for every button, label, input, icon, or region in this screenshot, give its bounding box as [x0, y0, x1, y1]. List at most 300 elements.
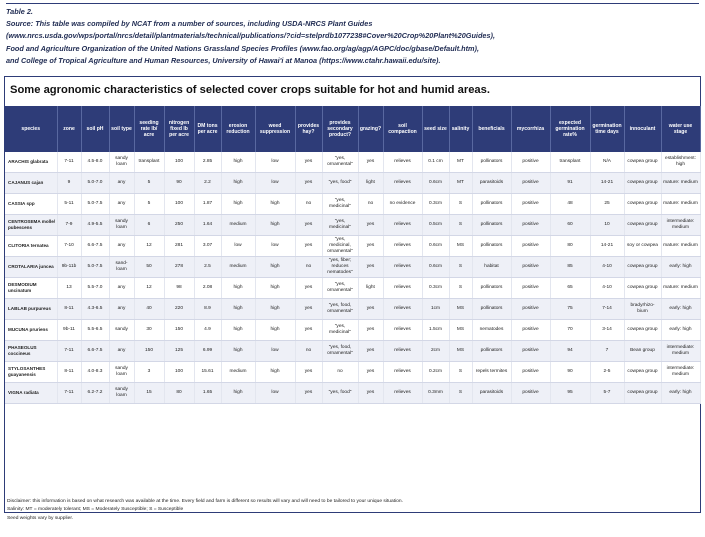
column-header: soil pH — [81, 106, 109, 152]
table-row — [5, 152, 700, 173]
table-cell: pollinators — [472, 341, 511, 362]
table-cell: S — [449, 383, 472, 404]
table-cell: 150 — [164, 320, 194, 341]
table-cell: 90 — [550, 362, 590, 383]
species-name: cajan — [31, 180, 44, 186]
table-cell: 2.2 — [194, 173, 221, 194]
table-cell: transplant — [550, 152, 590, 173]
table-cell: 7-11 — [57, 152, 81, 173]
table-cell: 4.0-8.3 — [81, 362, 109, 383]
species-cell — [5, 383, 57, 404]
caption-line-4: and College of Tropical Agriculture and Human Resources, University of Hawai'i at Manoa (https://www.ctahr.hawaii.edu/site). — [6, 55, 441, 65]
table-cell: high — [221, 194, 255, 215]
table-cell: sandy loam — [109, 383, 134, 404]
table-cell: repels termites — [472, 362, 511, 383]
table-cell: 75 — [550, 299, 590, 320]
table-cell: 125 — [164, 341, 194, 362]
genus-name: CAJANUS — [8, 180, 31, 186]
table-cell: sandy — [109, 320, 134, 341]
table-cell: 80 — [164, 383, 194, 404]
table-cell: 50 — [134, 257, 164, 278]
genus-name: CLITORIA — [8, 243, 30, 249]
table-cell: 0.6cm — [422, 236, 449, 257]
caption-line-3: Food and Agriculture Organization of the United Nations Grassland Species Profiles (www.fao.org/ag/agp/AGPC/doc/gbase/Default.htm), — [6, 43, 480, 53]
table-cell: S — [449, 215, 472, 236]
table-cell: pollinators — [472, 194, 511, 215]
species-name: uncinatum — [8, 288, 32, 293]
species-cell — [5, 341, 57, 362]
table-cell: 5.0-7.5 — [81, 257, 109, 278]
table-cell: pollinators — [472, 152, 511, 173]
table-row — [5, 215, 700, 236]
table-cell: relieves — [383, 173, 422, 194]
table-cell: 48 — [550, 194, 590, 215]
table-cell: positive — [511, 383, 550, 404]
table-cell: yes — [295, 152, 322, 173]
column-header: grazing? — [358, 106, 383, 152]
table-body — [5, 152, 700, 404]
table-cell: 1cm — [422, 299, 449, 320]
table-cell: habitat — [472, 257, 511, 278]
table-cell: 5.5-7.0 — [81, 278, 109, 299]
genus-name: CROTALARIA — [8, 264, 38, 270]
species-name: guayanensis — [8, 372, 36, 377]
table-cell: yes — [358, 236, 383, 257]
table-caption — [6, 6, 700, 67]
table-cell: 14-21 — [590, 236, 624, 257]
column-header: expected germination rate% — [550, 106, 590, 152]
header-row — [5, 106, 700, 152]
table-cell: any — [109, 278, 134, 299]
table-cell: high — [255, 194, 295, 215]
table-cell: mature: medium — [661, 194, 700, 215]
table-cell: 1.64 — [194, 215, 221, 236]
table-row — [5, 194, 700, 215]
table-cell: sandy loam — [109, 152, 134, 173]
table-row — [5, 299, 700, 320]
species-cell — [5, 152, 57, 173]
table-cell: 6.6-7.5 — [81, 236, 109, 257]
column-header: provides secondary product? — [322, 106, 358, 152]
table-cell: 6.6-7.5 — [81, 341, 109, 362]
table-cell: 12 — [134, 236, 164, 257]
table-cell: high — [221, 383, 255, 404]
table-cell: yes — [295, 236, 322, 257]
column-header: mycorrhiza — [511, 106, 550, 152]
seed-weight-note: Seed weights vary by supplier. — [7, 515, 74, 521]
species-cell — [5, 194, 57, 215]
table-cell: positive — [511, 194, 550, 215]
table-cell: no — [358, 194, 383, 215]
column-header: innoculant — [624, 106, 661, 152]
table-cell: 3 — [134, 362, 164, 383]
species-name: spp — [26, 201, 35, 207]
table-cell: positive — [511, 320, 550, 341]
table-cell: 60 — [550, 215, 590, 236]
table-cell: low — [255, 236, 295, 257]
table-cell: 10 — [590, 215, 624, 236]
table-cell: relieves — [383, 257, 422, 278]
species-cell — [5, 257, 57, 278]
table-cell: parasitoids — [472, 173, 511, 194]
table-cell: "yes, medicinal, ornamental" — [322, 236, 358, 257]
species-cell — [5, 236, 57, 257]
table-cell: cowpea group — [624, 194, 661, 215]
table-cell: 220 — [164, 299, 194, 320]
table-cell: yes — [358, 257, 383, 278]
table-cell: high — [255, 215, 295, 236]
table-cell: early: high — [661, 299, 700, 320]
species-name: juncea — [39, 264, 54, 270]
top-rule — [6, 3, 699, 4]
species-name: coccineus — [8, 351, 31, 356]
table-cell: 4.5-8.0 — [81, 152, 109, 173]
table-row — [5, 278, 700, 299]
table-cell: "yes, food" — [322, 173, 358, 194]
table-cell: pollinators — [472, 299, 511, 320]
table-cell: 4.3-6.5 — [81, 299, 109, 320]
table-cell: 0.6cm — [422, 173, 449, 194]
table-cell: 5-7 — [590, 383, 624, 404]
table-cell: "yes, food, ornamental" — [322, 299, 358, 320]
caption-label: Table 2. — [6, 7, 33, 16]
table-cell: low — [221, 236, 255, 257]
table-cell: 9b-11 — [57, 320, 81, 341]
table-cell: MS — [449, 236, 472, 257]
table-cell: high — [221, 152, 255, 173]
table-cell: 0.6cm — [422, 257, 449, 278]
table-cell: no — [295, 194, 322, 215]
table-cell: 4-10 — [590, 278, 624, 299]
footnotes — [7, 498, 403, 523]
table-cell: 100 — [164, 362, 194, 383]
table-cell: 250 — [164, 215, 194, 236]
table-cell: low — [255, 173, 295, 194]
table-cell: 0.3cm — [422, 278, 449, 299]
table-cell: 278 — [164, 257, 194, 278]
table-cell: 94 — [550, 341, 590, 362]
table-cell: cowpea group — [624, 320, 661, 341]
table-cell: 12 — [134, 278, 164, 299]
table-cell: 6.2-7.2 — [81, 383, 109, 404]
table-cell: yes — [295, 299, 322, 320]
table-cell: 13 — [57, 278, 81, 299]
salinity-note: Salinity: MT = moderately tolerant; MS = Moderately Susceptible; S = Susceptible — [7, 507, 184, 513]
table-cell: medium — [221, 362, 255, 383]
table-cell: 6 — [134, 215, 164, 236]
genus-name: PHASEOLUS — [8, 345, 37, 351]
table-cell: S — [449, 194, 472, 215]
table-cell: S — [449, 362, 472, 383]
table-cell: 7-14 — [590, 299, 624, 320]
table-cell: no — [295, 341, 322, 362]
table-cell: cowpea group — [624, 215, 661, 236]
table-cell: "yes, ornamental" — [322, 278, 358, 299]
table-cell: MT — [449, 173, 472, 194]
table-cell: any — [109, 341, 134, 362]
table-cell: MT — [449, 152, 472, 173]
table-cell: any — [109, 194, 134, 215]
species-cell — [5, 299, 57, 320]
species-cell — [5, 362, 57, 383]
table-cell: high — [255, 299, 295, 320]
table-cell: low — [255, 152, 295, 173]
table-cell: early: high — [661, 320, 700, 341]
table-cell: yes — [358, 215, 383, 236]
species-name: ternatea — [30, 243, 49, 249]
table-cell: sand-loam — [109, 257, 134, 278]
table-row — [5, 173, 700, 194]
table-cell: 0.5cm — [422, 215, 449, 236]
table-cell: "yes, medicinal" — [322, 194, 358, 215]
table-cell: mature: medium — [661, 236, 700, 257]
table-cell: 8-11 — [57, 299, 81, 320]
species-name: purpureus — [28, 306, 51, 312]
table-cell: "yes, medicinal" — [322, 320, 358, 341]
table-cell: 90 — [164, 173, 194, 194]
genus-name: DESMODIUM — [8, 282, 37, 288]
species-cell — [5, 278, 57, 299]
table-cell: pollinators — [472, 236, 511, 257]
table-cell: relieves — [383, 362, 422, 383]
species-name: radiata — [23, 390, 39, 396]
table-cell: cowpea group — [624, 257, 661, 278]
table-cell: intermediate: medium — [661, 215, 700, 236]
table-cell: 0.3mm — [422, 383, 449, 404]
table-cell: 3-14 — [590, 320, 624, 341]
table-cell: 2-5 — [590, 362, 624, 383]
table-cell: 40 — [134, 299, 164, 320]
disclaimer-note: Disclaimer: this information is based on what research was available at the time. Every field and farm is different so results will vary and will need to be tailored to your unique situation. — [7, 499, 403, 504]
table-cell: 0.3cm — [422, 194, 449, 215]
genus-name: LABLAB — [8, 306, 27, 312]
species-name: glabrata — [30, 159, 49, 165]
table-cell: 2.08 — [194, 278, 221, 299]
table-cell: yes — [295, 362, 322, 383]
table-cell: cowpea group — [624, 152, 661, 173]
table-cell: 7-11 — [57, 383, 81, 404]
cover-crop-table — [5, 106, 701, 404]
table-cell: 9b-11b — [57, 257, 81, 278]
table-cell: no — [322, 362, 358, 383]
table-cell: yes — [295, 215, 322, 236]
table-cell: 14-21 — [590, 173, 624, 194]
table-cell: MS — [449, 299, 472, 320]
column-header: salinity — [449, 106, 472, 152]
table-cell: high — [221, 278, 255, 299]
table-cell: MS — [449, 320, 472, 341]
table-cell: "yes, food" — [322, 383, 358, 404]
table-cell: high — [221, 173, 255, 194]
genus-name: STYLOSANTHES — [8, 366, 46, 372]
table-cell: 7-11 — [57, 341, 81, 362]
table-cell: "yes, medicinal" — [322, 215, 358, 236]
column-header: soil compaction — [383, 106, 422, 152]
column-header: nitrogen fixed lb per acre — [164, 106, 194, 152]
table-cell: yes — [358, 383, 383, 404]
table-cell: 5 — [134, 194, 164, 215]
column-header: erosion reduction — [221, 106, 255, 152]
table-cell: 15 — [134, 383, 164, 404]
table-cell: yes — [295, 173, 322, 194]
table-row — [5, 362, 700, 383]
table-cell: 150 — [134, 341, 164, 362]
column-header: beneficials — [472, 106, 511, 152]
table-cell: 5 — [134, 173, 164, 194]
table-cell: early: high — [661, 257, 700, 278]
column-header: zone — [57, 106, 81, 152]
table-cell: no evidence — [383, 194, 422, 215]
table-cell: light — [358, 278, 383, 299]
table-cell: Bean group — [624, 341, 661, 362]
table-cell: yes — [358, 341, 383, 362]
table-cell: 15.61 — [194, 362, 221, 383]
table-cell: 70 — [550, 320, 590, 341]
table-cell: 3.07 — [194, 236, 221, 257]
table-cell: relieves — [383, 215, 422, 236]
table-cell: S — [449, 257, 472, 278]
column-header: seeding rate lb/ acre — [134, 106, 164, 152]
table-cell: 4.9-5.5 — [81, 215, 109, 236]
table-cell: mature: medium — [661, 278, 700, 299]
table-cell: 2.85 — [194, 152, 221, 173]
table-cell: S — [449, 278, 472, 299]
column-header: water use stage — [661, 106, 700, 152]
table-cell: high — [255, 362, 295, 383]
table-cell: relieves — [383, 152, 422, 173]
table-cell: low — [255, 341, 295, 362]
column-header: species — [5, 106, 57, 152]
table-cell: relieves — [383, 236, 422, 257]
table-cell: sandy loam — [109, 215, 134, 236]
table-cell: "yes, ornamental" — [322, 152, 358, 173]
table-cell: intermediate: medium — [661, 341, 700, 362]
table-cell: 25 — [590, 194, 624, 215]
table-cell: parasitoids — [472, 383, 511, 404]
table-cell: yes — [295, 278, 322, 299]
table-cell: 0.1 cm — [422, 152, 449, 173]
table-cell: any — [109, 236, 134, 257]
table-cell: no — [295, 257, 322, 278]
caption-source: Source: This table was compiled by NCAT from a number of sources, including USDA-NRCS Plant Guides — [6, 19, 373, 29]
table-cell: relieves — [383, 320, 422, 341]
table-cell: positive — [511, 299, 550, 320]
table-cell: yes — [295, 383, 322, 404]
table-cell: pollinators — [472, 215, 511, 236]
table-cell: MS — [449, 341, 472, 362]
table-cell: sandy loam — [109, 362, 134, 383]
table-cell: early: high — [661, 383, 700, 404]
table-row — [5, 320, 700, 341]
table-cell: 5-11 — [57, 194, 81, 215]
genus-name: CENTROSEMA — [8, 219, 41, 225]
table-cell: 80 — [550, 236, 590, 257]
table-row — [5, 257, 700, 278]
table-cell: 91 — [550, 173, 590, 194]
table-row — [5, 236, 700, 257]
genus-name: CASSIA — [8, 201, 26, 207]
table-cell: 1.65 — [194, 383, 221, 404]
genus-name: MUCUNA — [8, 327, 29, 333]
column-header: weed suppression — [255, 106, 295, 152]
table-cell: cowpea group — [624, 383, 661, 404]
genus-name: VIGNA — [8, 390, 23, 396]
table-cell: 100 — [164, 152, 194, 173]
table-cell: "yes, food, ornamental" — [322, 341, 358, 362]
table-cell: positive — [511, 173, 550, 194]
column-header: germination time days — [590, 106, 624, 152]
table-cell: 7 — [590, 341, 624, 362]
table-cell: bradyrhizo-bium — [624, 299, 661, 320]
table-cell: intermediate: medium — [661, 362, 700, 383]
table-cell: positive — [511, 215, 550, 236]
table-cell: 7-10 — [57, 236, 81, 257]
table-cell: positive — [511, 152, 550, 173]
table-cell: any — [109, 299, 134, 320]
table-cell: positive — [511, 362, 550, 383]
table-cell: 100 — [164, 194, 194, 215]
column-header: seed size — [422, 106, 449, 152]
table-cell: cowpea group — [624, 278, 661, 299]
table-cell: 8-11 — [57, 362, 81, 383]
table-cell: nematodes — [472, 320, 511, 341]
table-cell: 7-9 — [57, 215, 81, 236]
table-cell: N/A — [590, 152, 624, 173]
table-row — [5, 341, 700, 362]
table-cell: relieves — [383, 278, 422, 299]
table-cell: positive — [511, 278, 550, 299]
table-cell: relieves — [383, 383, 422, 404]
table-cell: medium — [221, 215, 255, 236]
table-cell: 95 — [550, 383, 590, 404]
table-cell: mature: medium — [661, 173, 700, 194]
table-cell: transplant — [134, 152, 164, 173]
table-cell: 65 — [550, 278, 590, 299]
table-cell: relieves — [383, 341, 422, 362]
table-cell: soy or cowpea — [624, 236, 661, 257]
table-cell: yes — [358, 152, 383, 173]
table-cell: 9 — [57, 173, 81, 194]
table-cell: 6.99 — [194, 341, 221, 362]
table-cell: light — [358, 173, 383, 194]
column-header: soil type — [109, 106, 134, 152]
table-cell: 5.0-7.0 — [81, 173, 109, 194]
genus-name: ARACHIS — [8, 159, 29, 165]
table-cell: 98 — [164, 278, 194, 299]
table-cell: 4.9 — [194, 320, 221, 341]
table-row — [5, 383, 700, 404]
species-cell — [5, 320, 57, 341]
table-cell: 8.9 — [194, 299, 221, 320]
table-cell: 5.0-7.5 — [81, 194, 109, 215]
table-cell: any — [109, 173, 134, 194]
table-cell: positive — [511, 236, 550, 257]
table-cell: high — [221, 341, 255, 362]
species-cell — [5, 173, 57, 194]
table-cell: 30 — [134, 320, 164, 341]
table-cell: 4-10 — [590, 257, 624, 278]
table-cell: yes — [295, 320, 322, 341]
table-cell: medium — [221, 257, 255, 278]
table-cell: 0.2cm — [422, 362, 449, 383]
table-cell: cowpea group — [624, 362, 661, 383]
table-cell: yes — [358, 362, 383, 383]
table-cell: yes — [358, 299, 383, 320]
table-cell: pollinators — [472, 278, 511, 299]
table-cell: positive — [511, 257, 550, 278]
table-cell: high — [255, 320, 295, 341]
table-cell: 85 — [550, 257, 590, 278]
